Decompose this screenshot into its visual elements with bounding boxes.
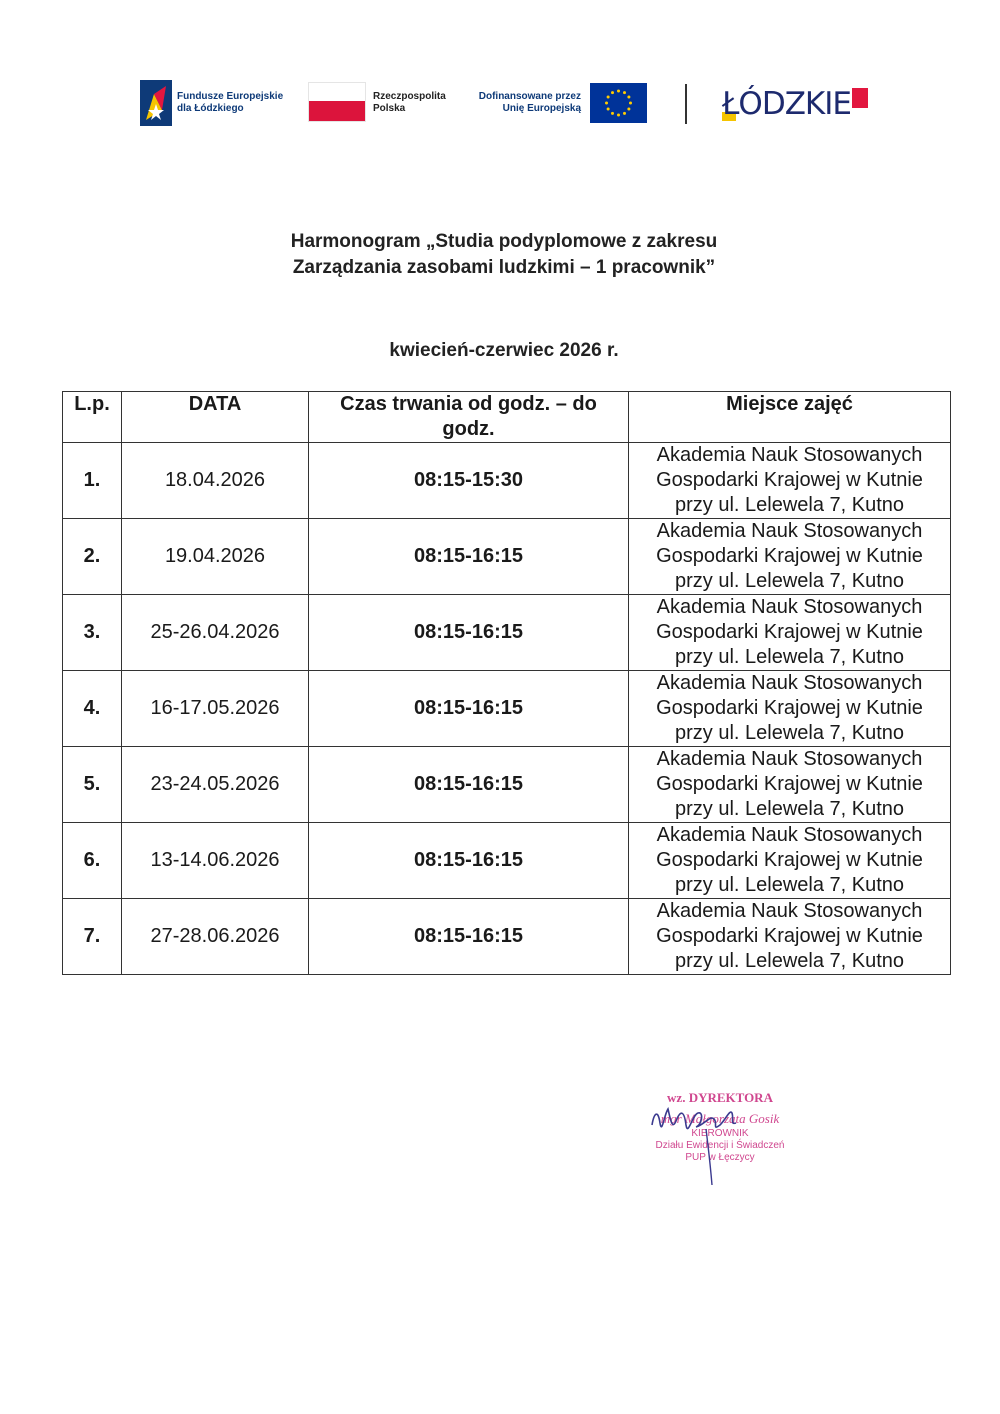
location-line1: Akademia Nauk Stosowanych xyxy=(656,672,923,694)
location-line1: Akademia Nauk Stosowanych xyxy=(656,444,923,466)
stamp-line2: mgr Małgorzata Gosik xyxy=(660,1111,780,1126)
eu-line1: Dofinansowane przez xyxy=(478,91,581,102)
location-line2: Gospodarki Krajowej w Kutnie xyxy=(656,925,923,947)
poland-line1: Rzeczpospolita xyxy=(373,91,446,102)
location-line2: Gospodarki Krajowej w Kutnie xyxy=(656,545,923,567)
title-line1: Harmonogram „Studia podyplomowe z zakresu xyxy=(290,231,718,252)
table-row xyxy=(63,747,951,823)
location-line2: Gospodarki Krajowej w Kutnie xyxy=(656,621,923,643)
location-line1: Akademia Nauk Stosowanych xyxy=(656,520,923,542)
location-line3: przy ul. Lelewela 7, Kutno xyxy=(674,494,905,516)
location-line2: Gospodarki Krajowej w Kutnie xyxy=(656,773,923,795)
schedule-body xyxy=(63,443,951,975)
stamp-line1: wz. DYREKTORA xyxy=(667,1090,773,1105)
table-row xyxy=(63,671,951,747)
location-line3: przy ul. Lelewela 7, Kutno xyxy=(674,950,905,972)
cell-lp: 2. xyxy=(63,519,122,595)
cell-time: 08:15-16:15 xyxy=(309,899,629,975)
table-row xyxy=(63,899,951,975)
lodzkie-wordmark: ŁÓDZKIE xyxy=(722,86,851,122)
cell-lp: 4. xyxy=(63,671,122,747)
location-line3: przy ul. Lelewela 7, Kutno xyxy=(674,722,905,744)
title-line2: Zarządzania zasobami ludzkimi – 1 pracownik” xyxy=(292,257,716,278)
cell-location xyxy=(629,519,951,595)
eu-flag-icon xyxy=(590,83,647,123)
location-line1: Akademia Nauk Stosowanych xyxy=(656,900,923,922)
european-funds-line1: Fundusze Europejskie xyxy=(177,91,284,102)
table-row xyxy=(63,823,951,899)
schedule-table xyxy=(62,391,951,975)
location-line2: Gospodarki Krajowej w Kutnie xyxy=(656,849,923,871)
header-location: Miejsce zajęć xyxy=(629,392,951,443)
cell-time: 08:15-16:15 xyxy=(309,823,629,899)
handwritten-signature xyxy=(640,1095,780,1190)
cell-time: 08:15-16:15 xyxy=(309,595,629,671)
location-line3: przy ul. Lelewela 7, Kutno xyxy=(674,874,905,896)
cell-lp: 6. xyxy=(63,823,122,899)
european-funds-logo-icon xyxy=(140,80,172,126)
logo-bar xyxy=(0,0,1000,140)
table-row xyxy=(63,595,951,671)
cell-location xyxy=(629,671,951,747)
location-line2: Gospodarki Krajowej w Kutnie xyxy=(656,697,923,719)
location-line1: Akademia Nauk Stosowanych xyxy=(656,596,923,618)
header-date: DATA xyxy=(122,392,309,443)
location-line3: przy ul. Lelewela 7, Kutno xyxy=(674,570,905,592)
cell-location xyxy=(629,595,951,671)
cell-date: 13-14.06.2026 xyxy=(122,823,309,899)
cell-lp: 5. xyxy=(63,747,122,823)
cell-date: 25-26.04.2026 xyxy=(122,595,309,671)
table-header-row xyxy=(63,392,951,443)
stamp-line5: PUP w Łęczycy xyxy=(685,1152,755,1163)
cell-time: 08:15-15:30 xyxy=(309,443,629,519)
document-title xyxy=(0,229,1000,281)
logo-divider xyxy=(685,84,687,124)
lodzkie-red-square xyxy=(852,88,868,108)
eu-line2: Unię Europejską xyxy=(502,103,581,114)
cell-date: 19.04.2026 xyxy=(122,519,309,595)
eu-cofunding-label xyxy=(470,91,581,115)
location-line3: przy ul. Lelewela 7, Kutno xyxy=(674,646,905,668)
cell-lp: 1. xyxy=(63,443,122,519)
cell-time: 08:15-16:15 xyxy=(309,747,629,823)
period-heading: kwiecień-czerwiec 2026 r. xyxy=(389,340,619,361)
lodzkie-logo xyxy=(722,86,872,122)
cell-date: 27-28.06.2026 xyxy=(122,899,309,975)
location-line1: Akademia Nauk Stosowanych xyxy=(656,824,923,846)
cell-location xyxy=(629,823,951,899)
cell-date: 16-17.05.2026 xyxy=(122,671,309,747)
european-funds-line2: dla Łódzkiego xyxy=(177,103,244,114)
european-funds-label xyxy=(177,91,283,115)
cell-lp: 3. xyxy=(63,595,122,671)
cell-location xyxy=(629,443,951,519)
cell-location xyxy=(629,899,951,975)
location-line3: przy ul. Lelewela 7, Kutno xyxy=(674,798,905,820)
cell-date: 23-24.05.2026 xyxy=(122,747,309,823)
cell-date: 18.04.2026 xyxy=(122,443,309,519)
cell-time: 08:15-16:15 xyxy=(309,519,629,595)
poland-flag-icon xyxy=(308,82,366,122)
header-lp: L.p. xyxy=(63,392,122,443)
table-row xyxy=(63,443,951,519)
stamp-line3: KIEROWNIK xyxy=(691,1128,749,1139)
table-row xyxy=(63,519,951,595)
location-line2: Gospodarki Krajowej w Kutnie xyxy=(656,469,923,491)
header-duration: Czas trwania od godz. – do godz. xyxy=(309,392,629,443)
cell-lp: 7. xyxy=(63,899,122,975)
poland-label xyxy=(373,91,446,115)
cell-location xyxy=(629,747,951,823)
stamp-line4: Działu Ewidencji i Świadczeń xyxy=(655,1140,785,1151)
location-line1: Akademia Nauk Stosowanych xyxy=(656,748,923,770)
poland-line2: Polska xyxy=(373,103,406,114)
cell-time: 08:15-16:15 xyxy=(309,671,629,747)
